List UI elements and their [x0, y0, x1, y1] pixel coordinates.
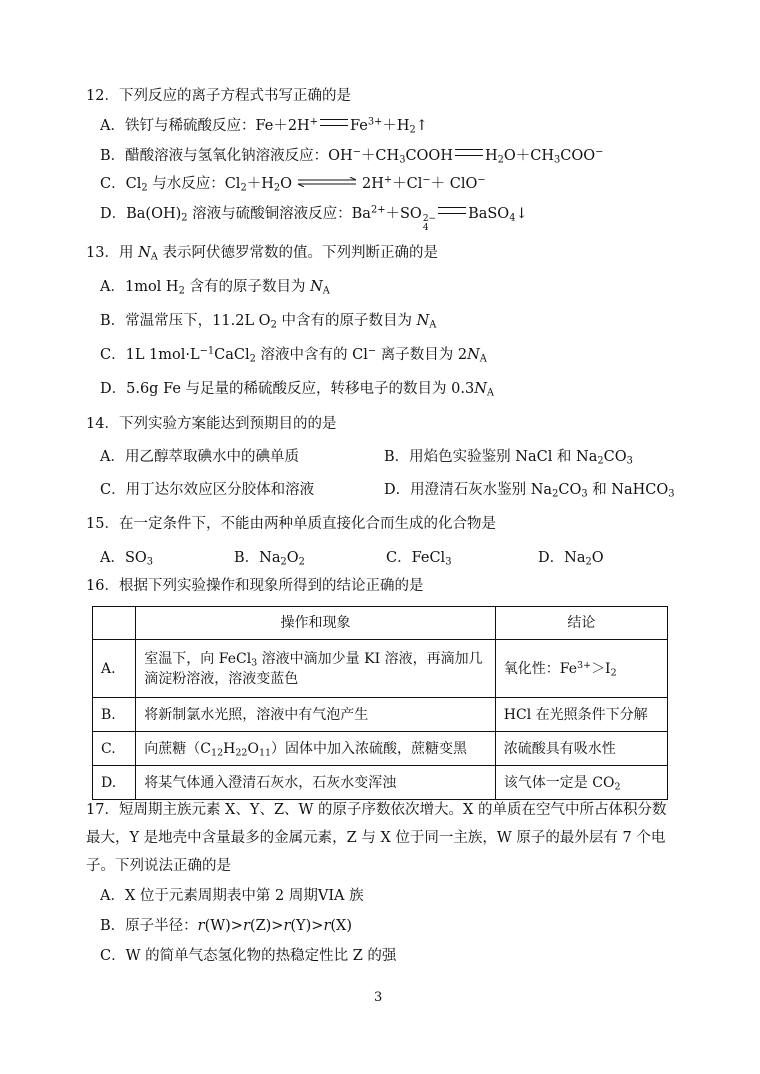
- reversible-arrow-icon: [296, 177, 358, 187]
- equals-sign-icon: [455, 149, 483, 156]
- q12-option-b: B．醋酸溶液与氢氧化钠溶液反应：$OH^-+CH_3COOH$ $H_2O+CH_3COO^-$: [100, 146, 604, 166]
- q16-table: [92, 606, 668, 800]
- equals-sign-icon: [320, 119, 348, 126]
- table-row: [93, 640, 668, 698]
- page-number: 3: [374, 990, 383, 1005]
- row-operation: 将新制氯水光照，溶液中有气泡产生: [136, 698, 496, 732]
- q12-option-d: D．$Ba(OH)_2$ 溶液与硫酸铜溶液反应：$Ba^{2+}+SO$ 2− 4 BaSO$_4$↓: [100, 204, 528, 234]
- q13-option-b: B．常温常压下，11.2L $O_2$ 中含有的原子数目为 $N_A$: [100, 313, 437, 331]
- row-conclusion: 浓硫酸具有吸水性: [495, 732, 667, 766]
- table-header-operation: 操作和现象: [136, 607, 496, 640]
- q15-option-b: B．$Na_2O_2$: [234, 550, 305, 568]
- q17-option-b: B．原子半径：r(W)>r(Z)>r(Y)>r(X): [100, 918, 353, 934]
- q14-stem: 14．下列实验方案能达到预期目的的是: [86, 416, 337, 432]
- q14-option-d: D．用澄清石灰水鉴别 $Na_2CO_3$ 和 NaHCO$_3$: [384, 482, 675, 500]
- q15-option-d: D．$Na_2O$: [538, 550, 604, 568]
- q16-stem: 16．根据下列实验操作和现象所得到的结论正确的是: [86, 578, 424, 594]
- row-operation: 室温下，向 FeCl$_3$ 溶液中滴加少量 KI 溶液，再滴加几滴淀粉溶液，溶液变蓝色: [136, 640, 496, 698]
- q14-option-c: C．用丁达尔效应区分胶体和溶液: [100, 482, 315, 498]
- q15-stem: 15．在一定条件下，不能由两种单质直接化合而生成的化合物是: [86, 516, 496, 532]
- q15-option-c: C．FeCl$_3$: [386, 550, 452, 568]
- table-row: [93, 766, 668, 800]
- q17-stem-line-1: 17．短周期主族元素 X、Y、Z、W 的原子序数依次增大。X 的单质在空气中所占体积分数: [86, 802, 667, 818]
- q17-stem-line-2: 最大，Y 是地壳中含量最多的金属元素，Z 与 X 位于同一主族，W 原子的最外层有 7 个电: [86, 830, 666, 846]
- row-label: B.: [93, 698, 136, 732]
- q17-stem-line-3: 子。下列说法正确的是: [86, 858, 231, 874]
- q12-stem: 12．下列反应的离子方程式书写正确的是: [86, 88, 351, 104]
- row-operation: 向蔗糖$(C_{12}H_{22}O_{11})$固体中加入浓硫酸，蔗糖变黑: [136, 732, 496, 766]
- row-conclusion: 该气体一定是 $CO_2$: [495, 766, 667, 800]
- q12-option-c: C．$Cl_2$ 与水反应：$Cl_2+H_2O$ 2H+＋Cl−＋ ClO−: [100, 174, 486, 194]
- q13-option-c: C．1L $1mol\cdot L^{-1}CaCl_2$ 溶液中含有的 Cl− 离子数目为 $2N_A$: [100, 345, 487, 365]
- row-conclusion: HCl 在光照条件下分解: [495, 698, 667, 732]
- table-header-row: [93, 607, 668, 640]
- q17-option-a: A．X 位于元素周期表中第 2 周期VIA 族: [100, 888, 364, 904]
- q13-option-d: D．5.6g Fe 与足量的稀硫酸反应，转移电子的数目为 $0.3N_A$: [100, 381, 494, 399]
- row-operation: 将某气体通入澄清石灰水，石灰水变浑浊: [136, 766, 496, 800]
- row-label: D.: [93, 766, 136, 800]
- table-header-label: [93, 607, 136, 640]
- table-row: [93, 732, 668, 766]
- q12-option-a: A．铁钉与稀硫酸反应：Fe＋2H+ $Fe^{3+}+H_2↑$: [100, 116, 428, 136]
- row-label: A.: [93, 640, 136, 698]
- q13-option-a: A．1mol $H_2$ 含有的原子数目为 $N_A$: [100, 279, 330, 297]
- table-row: [93, 698, 668, 732]
- q14-option-b: B．用焰色实验鉴别 NaCl 和 $Na_2CO_3$: [384, 449, 633, 467]
- q15-option-a: A．$SO_3$: [100, 550, 154, 568]
- equals-sign-icon: [438, 207, 466, 214]
- q14-option-a: A．用乙醇萃取碘水中的碘单质: [100, 449, 299, 465]
- row-label: C.: [93, 732, 136, 766]
- q13-stem: 13．用 $N_A$ 表示阿伏德罗常数的值。下列判断正确的是: [86, 245, 438, 263]
- q17-option-c: C．W 的简单气态氢化物的热稳定性比 Z 的强: [100, 948, 397, 964]
- table-header-conclusion: 结论: [495, 607, 667, 640]
- row-conclusion: 氧化性：$Fe^{3+}>I_2$: [495, 640, 667, 698]
